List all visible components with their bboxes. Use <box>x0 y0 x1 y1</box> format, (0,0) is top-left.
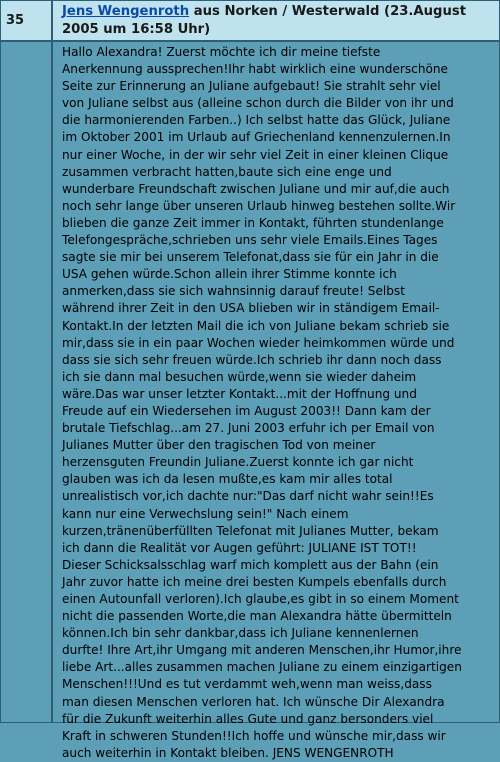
message-line: anmerken,dass sie sich wahnsinnig darauf freute! Selbst <box>62 284 405 299</box>
message-line: man diesen Menschen verloren hat. Ich wünsche Dir Alexandra <box>62 694 445 709</box>
message-line: herzensguten Freundin Juliane.Zuerst konnte ich gar nicht <box>62 455 414 470</box>
entry-number-spacer <box>1 42 53 722</box>
message-line: Kraft in schweren Stunden!!Ich hoffe und wünsche mir,dass wir <box>62 728 446 743</box>
message-line: von Juliane selbst aus (alleine schon durch die Bilder von ihr und <box>62 96 454 111</box>
message-line: während ihrer Zeit in den USA blieben wir in ständigem Email- <box>62 301 440 316</box>
message-line: können.Ich bin sehr dankbar,dass ich Juliane kennenlernen <box>62 626 419 641</box>
message-line: dass sie sich sehr freuen würde.Ich schrieb ihr dann noch dass <box>62 352 442 367</box>
message-line: zusammen verbracht hatten,baute sich eine enge und <box>62 164 392 179</box>
message-line: Telefongespräche,schrieben uns sehr viele Emails.Eines Tages <box>62 233 438 248</box>
entry-number: 35 <box>6 13 25 28</box>
message-line: Dieser Schicksalsschlag warf mich komplett aus der Bahn (ein <box>62 557 439 572</box>
message-line: Seite zur Erinnerung an Juliane aufgebaut! Sie strahlt sehr viel <box>62 79 441 94</box>
message-line: einen Autounfall verloren).Ich glaube,es gibt in so einem Moment <box>62 592 459 606</box>
message-line: nicht die passenden Worte,die man Alexandra hätte übermitteln <box>62 609 452 624</box>
message-line: Menschen!!!Und es tut verdammt weh,wenn man weiss,dass <box>62 677 432 692</box>
message-line: die harmonierenden Farben..) Ich selbst hatte das Glück, Juliane <box>62 113 451 128</box>
message-line: ich sie dann mal besuchen würde,wenn sie wieder daheim <box>62 369 417 384</box>
entry-number-cell <box>1 1 53 42</box>
message-line: Julianes Mutter über den tragischen Tod von meiner <box>62 438 376 453</box>
message-line: für die Zukunft weiterhin alles Gute und ganz bersonders viel <box>62 711 434 726</box>
message-line: auch weiterhin in Kontakt bleiben. JENS WENGENROTH <box>62 745 394 760</box>
message-line: durfte! Ihre Art,ihr Umgang mit anderen Menschen,ihr Humor,ihre <box>62 643 462 658</box>
author-origin-date: aus Norken / Westerwald (23.August <box>189 4 467 19</box>
message-line: Anerkennung aussprechen!Ihr habt wirklich eine wunderschöne <box>62 62 448 77</box>
message-line: mir,dass sie in ein paar Wochen wieder heimkommen würde und <box>62 335 455 350</box>
message-line: kurzen,tränenüberfüllten Telefonat mit Julianes Mutter, bekam <box>62 523 439 538</box>
message-line: sagte sie mir bei unserem Telefonat,dass sie für ein Jahr in die <box>62 250 439 265</box>
message-line: Jahr zuvor hatte ich meine drei besten Kumpels ebenfalls durch <box>62 574 447 589</box>
message-line: unrealistisch vor,ich dachte nur:"Das darf nicht wahr sein!!Es <box>62 489 434 504</box>
message-line: wäre.Das war unser letzter Kontakt...mit der Hoffnung und <box>62 386 417 401</box>
entry-header-row <box>1 1 499 42</box>
message-line: brutale Tiefschlag...am 27. Juni 2003 erfuhr ich per Email von <box>62 421 435 436</box>
message-line: ich dann die Realität vor Augen geführt: JULIANE IST TOT!! <box>62 540 417 555</box>
message-line: Kontakt.In der letzten Mail die ich von Juliane bekam schrieb sie <box>62 318 450 333</box>
message-line: nur einer Woche, in der wir sehr viel Zeit in einer kleinen Clique <box>62 147 449 162</box>
message-line: glauben was ich da lesen mußte,es kam mir alles total <box>62 472 393 487</box>
entry-title-cell <box>53 1 499 42</box>
author-name-link[interactable]: Jens Wengenroth <box>62 4 190 19</box>
entry-date-time: 2005 um 16:58 Uhr) <box>62 22 211 37</box>
message-line: Freude auf ein Wiedersehen im August 2003!! Dann kam der <box>62 403 431 418</box>
message-line: USA gehen würde.Schon allein ihrer Stimme konnte ich <box>62 267 397 282</box>
message-line: wunderbare Freundschaft zwischen Juliane und mir auf,die auch <box>62 181 450 196</box>
message-line: blieben die ganze Zeit immer in Kontakt, führten stundenlange <box>62 215 444 230</box>
message-line: Hallo Alexandra! Zuerst möchte ich dir meine tiefste <box>62 45 381 59</box>
message-line: noch sehr lange über unseren Urlaub hinweg bestehen sollte.Wir <box>62 198 456 213</box>
entry-message <box>53 42 499 760</box>
message-line: liebe Art...alles zusammen machen Juliane zu einem einzigartigen <box>62 660 462 675</box>
message-line: im Oktober 2001 im Urlaub auf Griechenland kennenzulernen.In <box>62 130 451 145</box>
message-line: kann nur eine Verwechslung sein!" Nach einem <box>62 506 349 521</box>
